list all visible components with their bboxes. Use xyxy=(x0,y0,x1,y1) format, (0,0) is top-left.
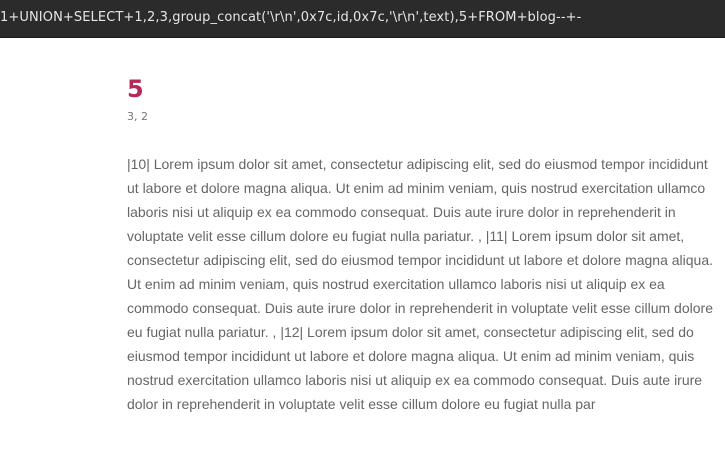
post-body: |10| Lorem ipsum dolor sit amet, consectetur adipiscing elit, sed do eiusmod tempor incididunt ut labore et dolore magna aliqua. Ut enim ad minim veniam, quis nostrud exercitation ullamco laboris nisi ut aliquip ex ea commodo consequat. Duis aute irure dolor in reprehenderit in voluptate velit esse cillum dolore eu fugiat nulla pariatur. , |11| Lorem ipsum dolor sit amet, consectetur adipiscing elit, sed do eiusmod tempor incididunt ut labore et dolore magna aliqua. Ut enim ad minim veniam, quis nostrud exercitation ullamco laboris nisi ut aliquip ex ea commodo consequat. Duis aute irure dolor in reprehenderit in voluptate velit esse cillum dolore eu fugiat nulla pariatur. , |12| Lorem ipsum dolor sit amet, consectetur adipiscing elit, sed do eiusmod tempor incididunt ut labore et dolore magna aliqua. Ut enim ad minim veniam, quis nostrud exercitation ullamco laboris nisi ut aliquip ex ea commodo consequat. Duis aute irure dolor in reprehenderit in voluptate velit esse cillum dolore eu fugiat nulla par xyxy=(127,156,714,412)
address-bar[interactable] xyxy=(0,0,725,38)
url-input[interactable]: 1+UNION+SELECT+1,2,3,group_concat('\r\n',0x7c,id,0x7c,'\r\n',text),5+FROM+blog--+- xyxy=(0,10,582,25)
post-title: 5 xyxy=(127,75,144,103)
post-meta: 3, 2 xyxy=(127,110,148,123)
blog-post xyxy=(127,74,717,416)
